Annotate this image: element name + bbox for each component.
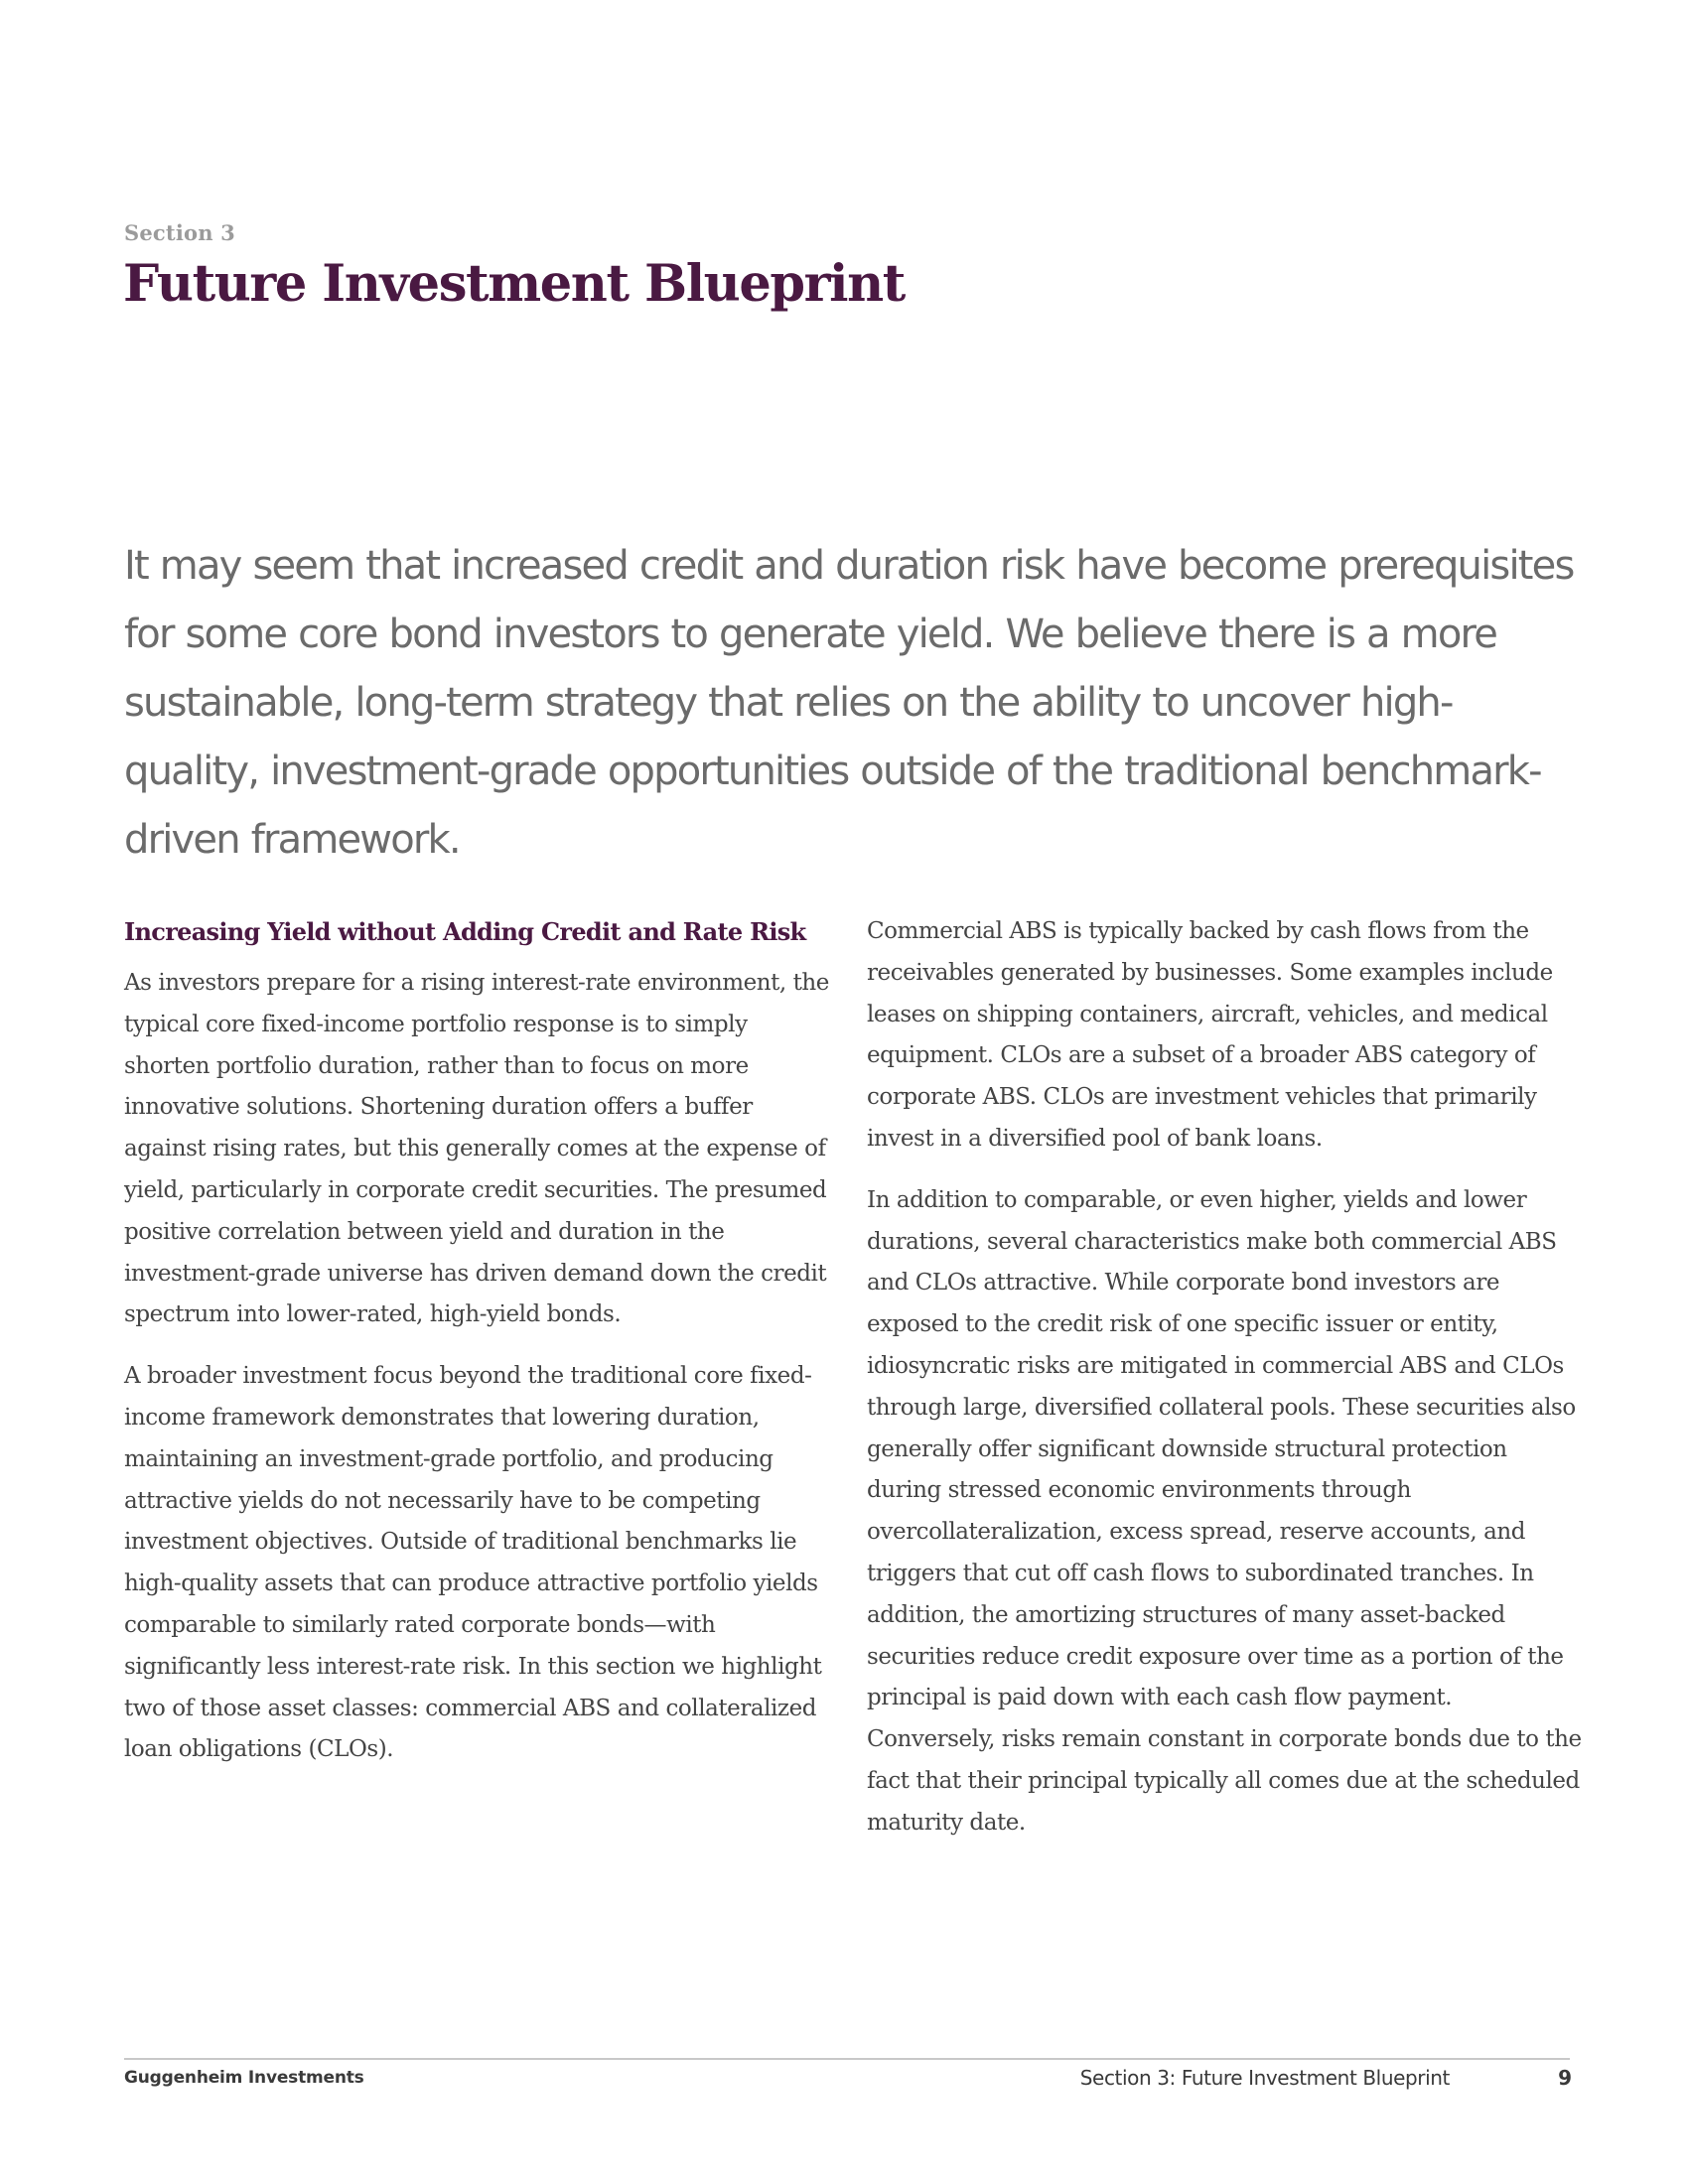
pull-quote: It may seem that increased credit and duration risk have become prerequisites for some core bond investors to generate yield. We believe there is a more sustainable, long-term strategy that relies on the ability to uncover high-quality, investment-grade opportunities outside of the traditional benchmark-driven framework. <box>124 543 1574 863</box>
body-paragraph: In addition to comparable, or even higher, yields and lower durations, several characteristics make both commercial ABS and CLOs attractive. While corporate bond investors are exposed to the credit risk of one specific issuer or entity, idiosyncratic risks are mitigated in commercial ABS and CLOs through large, diversified collateral pools. These securities also generally offer significant downside structural protection during stressed economic environments through overcollateralization, excess spread, reserve accounts, and triggers that cut off cash flows to subordinated tranches. In addition, the amortizing structures of many asset-backed securities reduce credit exposure over time as a portion of the principal is paid down with each cash flow payment. Conversely, risks remain constant in corporate bonds due to the fact that their principal typically all comes due at the scheduled maturity date. <box>867 1186 1582 1836</box>
footer-divider <box>124 2058 1570 2060</box>
body-paragraph: Commercial ABS is typically backed by cash flows from the receivables generated by businesses. Some examples include leases on shipping containers, aircraft, vehicles, and medical equipment. CLOs are a subset of a broader ABS category of corporate ABS. CLOs are investment vehicles that primarily invest in a diversified pool of bank loans. <box>867 918 1553 1152</box>
footer-brand: Guggenheim Investments <box>124 2068 364 2088</box>
left-column <box>124 911 837 1791</box>
body-paragraph: As investors prepare for a rising interest-rate environment, the typical core fixed-income portfolio response is to simply shorten portfolio duration, rather than to focus on more innovative solutions. Shortening duration offers a buffer against rising rates, but this generally comes at the expense of yield, particularly in corporate credit securities. The presumed positive correlation between yield and duration in the investment-grade universe has driven demand down the credit spectrum into lower-rated, high-yield bonds. <box>124 970 829 1328</box>
footer-section-title: Section 3: Future Investment Blueprint <box>1079 2066 1450 2090</box>
body-paragraph: A broader investment focus beyond the traditional core fixed-income framework demonstrates that lowering duration, maintaining an investment-grade portfolio, and producing attractive yields do not necessarily have to be competing investment objectives. Outside of traditional benchmarks lie high-quality assets that can produce attractive portfolio yields comparable to similarly rated corporate bonds—with significantly less interest-rate risk. In this section we highlight two of those asset classes: commercial ABS and collateralized loan obligations (CLOs). <box>124 1363 822 1763</box>
right-column <box>867 911 1582 1864</box>
page-number: 9 <box>1558 2066 1572 2090</box>
section-label: Section 3 <box>124 220 235 245</box>
section-subheading: Increasing Yield without Adding Credit and Rate Risk <box>124 917 806 946</box>
page-title: Future Investment Blueprint <box>123 254 905 314</box>
